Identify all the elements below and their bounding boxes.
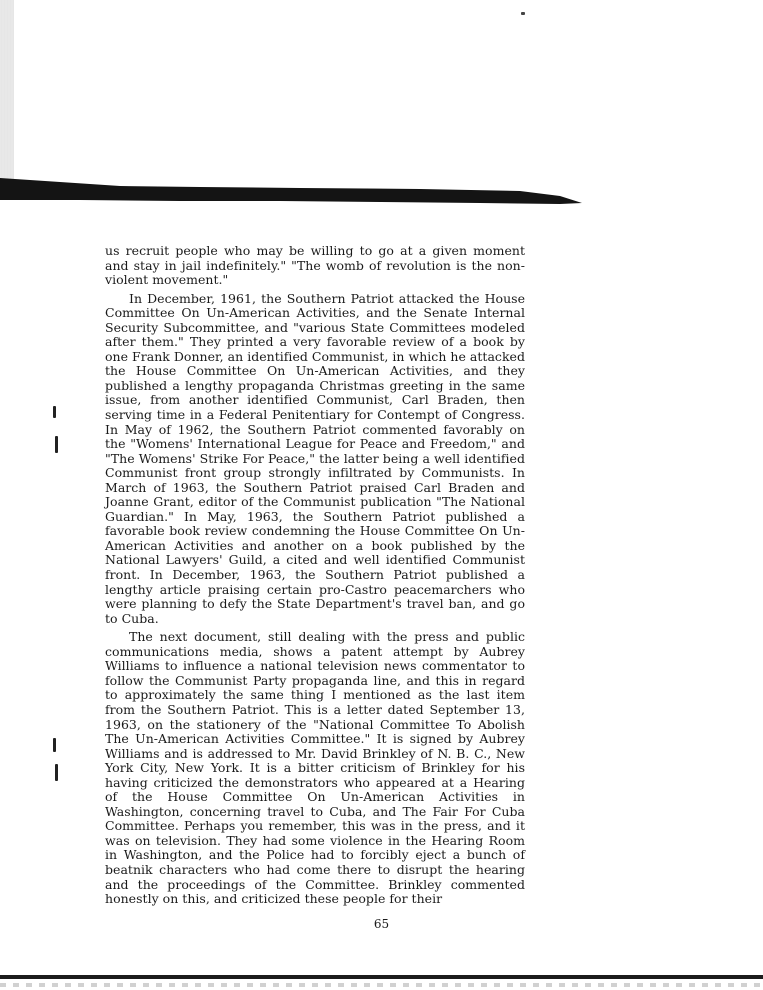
page-number: 65: [373, 917, 390, 931]
paragraph-2: In December, 1961, the Southern Patriot attacked the House Committee On Un-American Activities, and the Senate Internal Security Subcommittee, and "various State Committees modeled after them." They printed a very favorable review of a book by one Frank Donner, an identified Communist, in which he attacked the House Committee On Un-American Activities, and they published a lengthy propaganda Christmas greeting in the same issue, from another identified Communist, Carl Braden, then serving time in a Federal Penitentiary for Contempt of Congress. In May of 1962, the Southern Patriot commented favorably on the "Womens' International League for Peace and Freedom," and "The Womens' Strike For Peace," the latter being a well identified Communist front group strongly infiltrated by Communists. In March of 1963, the Southern Patriot praised Carl Braden and Joanne Grant, editor of the Communist publication "The National Guardian." In May, 1963, the Southern Patriot published a favorable book review condemning the House Committee On Un-American Activities and another on a book published by the National Lawyers' Guild, a cited and well identified Communist front. In December, 1963, the Southern Patriot published a lengthy article praising certain pro-Castro peacemarchers who were planning to defy the State Department's travel ban, and go to Cuba.: [105, 290, 525, 626]
margin-mark: [55, 764, 58, 781]
paragraph-1: us recruit people who may be willing to go at a given moment and stay in jail indefinitely." "The womb of revolution is the non-violent movement.": [105, 243, 525, 288]
bottom-rule: [0, 975, 763, 979]
page-body: [105, 244, 525, 907]
binding-shadow: [0, 0, 14, 190]
scan-edge-band: [0, 176, 763, 208]
bottom-scan-noise: [0, 983, 763, 987]
margin-mark: [55, 436, 58, 453]
margin-mark: [53, 738, 56, 752]
margin-mark: [53, 406, 56, 418]
scan-speck: [521, 12, 525, 15]
paragraph-3: The next document, still dealing with the press and public communications media, shows a patent attempt by Aubrey Williams to influence a national television news commentator to follow the Communist Party propaganda line, and this in regard to approximately the same thing I mentioned as the last item from the Southern Patriot. This is a letter dated September 13, 1963, on the stationery of the "National Committee To Abolish The Un-American Activities Committee." It is signed by Aubrey Williams and is addressed to Mr. David Brinkley of N. B. C., New York City, New York. It is a bitter criticism of Brinkley for his having criticized the demonstrators who appeared at a Hearing of the House Committee On Un-American Activities in Washington, concerning travel to Cuba, and The Fair For Cuba Committee. Perhaps you remember, this was in the press, and it was on television. They had some violence in the Hearing Room in Washington, and the Police had to forcibly eject a bunch of beatnik characters who had come there to disrupt the hearing and the proceedings of the Committee. Brinkley commented honestly on this, and criticized these people for their: [105, 629, 525, 907]
